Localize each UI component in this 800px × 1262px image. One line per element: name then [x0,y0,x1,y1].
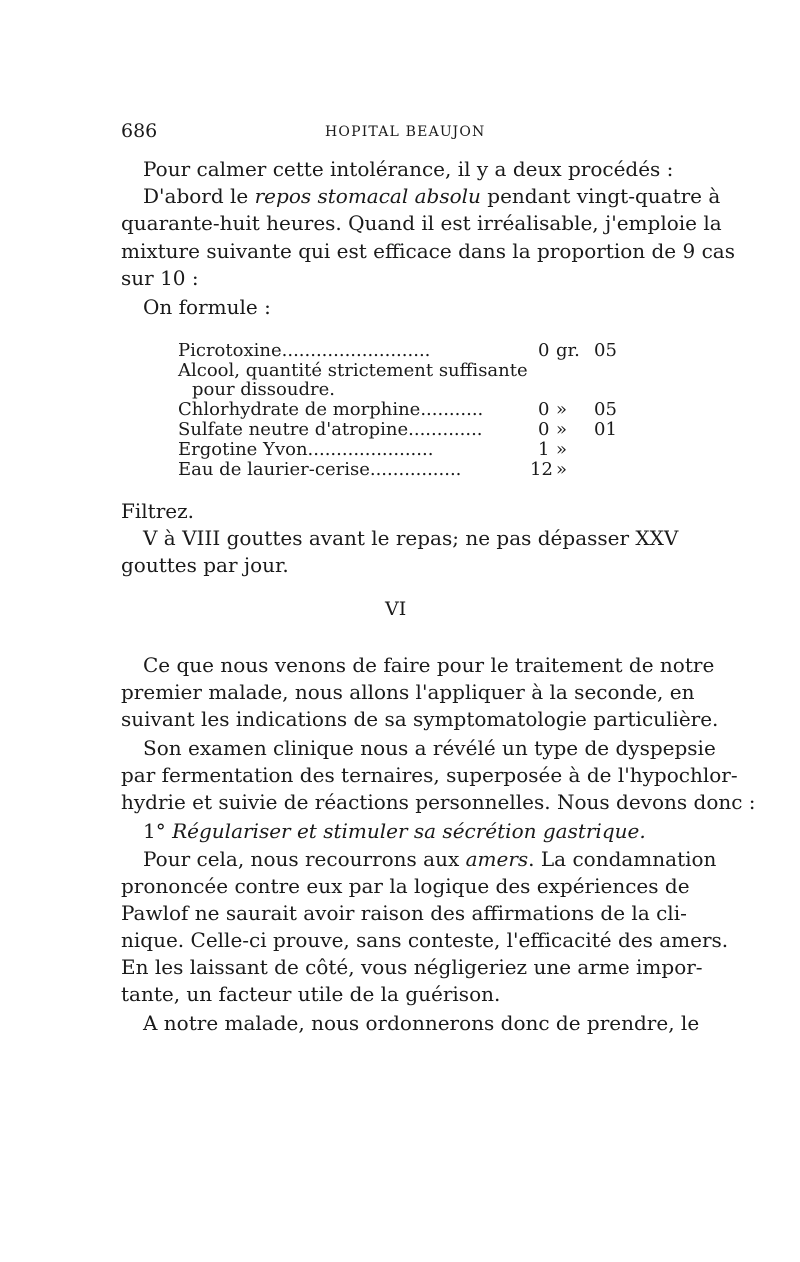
filter-instruction: Filtrez. [121,499,194,523]
paragraph-line: Son examen clinique nous a révélé un type de dyspepsie [143,736,716,760]
ingredient-amount: 0 [538,399,550,420]
ingredient-decimal: 05 [594,340,617,361]
emphasis: amers [465,847,529,871]
ingredient-decimal: 05 [594,399,617,420]
paragraph-line: Pawlof ne saurait avoir raison des affirmations de la cli- [121,901,687,925]
paragraph-line: A notre malade, nous ordonnerons donc de prendre, le [143,1011,700,1035]
page-number: 686 [121,120,158,142]
running-head: HOPITAL BEAUJON [325,124,486,140]
paragraph-line: En les laissant de côté, vous négligeriez une arme impor- [121,955,703,979]
ingredient-name: Eau de laurier-cerise................ [178,459,462,480]
ingredient-unit: gr. [556,340,580,361]
paragraph-line: tante, un facteur utile de la guérison. [121,982,501,1006]
paragraph-line: par fermentation des ternaires, superposée à de l'hypochlor- [121,763,738,787]
ingredient-name: Alcool, quantité strictement suffisante [178,360,528,381]
ingredient-amount: 12 [530,459,553,480]
intro-line-5: sur 10 : [121,266,199,290]
ingredient-unit: » [556,459,568,480]
ingredient-amount: 0 [538,340,550,361]
paragraph-line: premier malade, nous allons l'appliquer à la seconde, en [121,680,695,704]
ingredient-name: Picrotoxine.......................... [178,340,431,361]
ingredient-name: Chlorhydrate de morphine........... [178,399,484,420]
section-number: VI [385,598,407,620]
paragraph-line: hydrie et suivie de réactions personnelles. Nous devons donc : [121,790,756,814]
intro-line-2 [121,183,721,210]
intro-line-3: quarante-huit heures. Quand il est irréalisable, j'emploie la [121,211,722,235]
intro-text: D'abord le [143,184,255,208]
paragraph-line: prononcée contre eux par la logique des expériences de [121,874,690,898]
paragraph-line: nique. Celle-ci prouve, sans conteste, l'efficacité des amers. [121,928,729,952]
ingredient-decimal: 01 [594,419,617,440]
paragraph-line: Ce que nous venons de faire pour le traitement de notre [143,653,715,677]
ingredient-amount: 1 [538,439,550,460]
ingredient-name: Sulfate neutre d'atropine............. [178,419,483,440]
paragraph-line [121,846,717,873]
ingredient-unit: » [556,419,568,440]
intro-text: pendant vingt-quatre à [480,184,721,208]
ingredient-unit: » [556,439,568,460]
ingredient-name: Ergotine Yvon...................... [178,439,434,460]
intro-line-1: Pour calmer cette intolérance, il y a deux procédés : [143,157,674,181]
list-number: 1° [143,819,166,843]
ingredient-name-continued: pour dissoudre. [192,379,335,400]
paragraph-text: Pour cela, nous recourrons aux [143,847,466,871]
ingredient-amount: 0 [538,419,550,440]
emphasis: Régulariser et stimuler sa sécrétion gastrique. [172,819,646,843]
paragraph-text: . La condamnation [528,847,717,871]
paragraph-line: suivant les indications de sa symptomatologie particulière. [121,707,719,731]
emphasis: repos stomacal absolu [254,184,481,208]
dosage-line-1: V à VIII gouttes avant le repas; ne pas dépasser XXV [143,526,679,550]
ingredient-unit: » [556,399,568,420]
intro-line-6: On formule : [143,295,271,319]
intro-line-4: mixture suivante qui est efficace dans la proportion de 9 cas [121,239,735,263]
list-item [121,818,671,845]
dosage-line-2: gouttes par jour. [121,553,289,577]
